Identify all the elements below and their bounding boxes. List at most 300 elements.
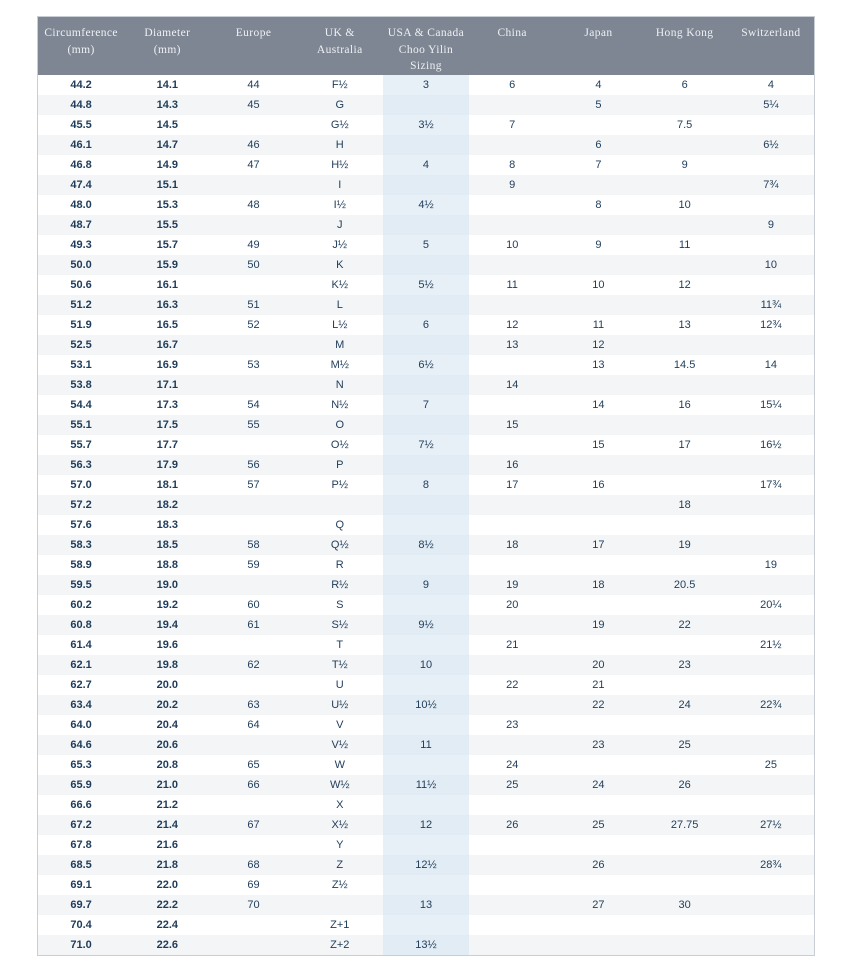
table-cell-switzerland: 10 <box>728 255 814 275</box>
table-cell-china <box>469 935 555 955</box>
table-cell-usa-canada-choo-yilin <box>383 415 469 435</box>
table-cell-china <box>469 495 555 515</box>
table-cell-japan: 5 <box>555 95 641 115</box>
table-cell-switzerland <box>728 775 814 795</box>
table-cell-usa-canada-choo-yilin: 12½ <box>383 855 469 875</box>
table-cell-japan: 14 <box>592 399 605 412</box>
table-cell-switzerland <box>728 275 814 295</box>
table-cell-switzerland: 15¼ <box>760 399 782 412</box>
table-cell-japan <box>555 295 641 315</box>
table-cell-hong-kong: 9 <box>681 159 688 172</box>
table-cell-diameter-mm: 21.0 <box>124 775 210 795</box>
table-cell-china: 16 <box>469 455 555 475</box>
table-cell-hong-kong: 17 <box>678 439 691 452</box>
table-cell-circumference-mm: 48.0 <box>70 199 92 212</box>
table-cell-china: 19 <box>469 575 555 595</box>
column-header-line1: China <box>497 27 527 39</box>
table-cell-uk-australia: M½ <box>330 359 349 372</box>
table-cell-usa-canada-choo-yilin <box>383 335 469 355</box>
table-cell-europe: 60 <box>247 599 260 612</box>
table-cell-japan: 20 <box>555 655 641 675</box>
table-cell-usa-canada-choo-yilin: 7 <box>383 395 469 415</box>
table-cell-uk-australia: O <box>297 415 383 435</box>
table-cell-usa-canada-choo-yilin <box>383 595 469 615</box>
table-cell-china: 9 <box>469 175 555 195</box>
table-cell-europe <box>210 635 296 655</box>
table-row <box>38 735 814 755</box>
table-cell-diameter-mm: 19.2 <box>156 599 179 612</box>
table-cell-diameter-mm: 17.1 <box>124 375 210 395</box>
table-cell-hong-kong: 20.5 <box>642 575 728 595</box>
table-cell-china: 20 <box>506 599 519 612</box>
table-cell-uk-australia: U <box>335 679 344 692</box>
table-cell-hong-kong: 10 <box>678 199 691 212</box>
table-cell-switzerland: 6½ <box>728 135 814 155</box>
table-cell-usa-canada-choo-yilin: 13½ <box>383 935 469 955</box>
table-cell-uk-australia: R <box>335 559 344 572</box>
table-cell-europe: 67 <box>210 815 296 835</box>
table-cell-diameter-mm: 18.8 <box>156 559 179 572</box>
table-cell-china: 6 <box>509 79 516 92</box>
table-cell-japan: 26 <box>555 855 641 875</box>
table-cell-uk-australia: M <box>297 335 383 355</box>
table-cell-diameter-mm: 16.7 <box>124 335 210 355</box>
table-cell-hong-kong: 14.5 <box>673 359 696 372</box>
table-cell-hong-kong: 27.75 <box>642 815 728 835</box>
table-cell-switzerland: 22¾ <box>728 695 814 715</box>
table-row <box>38 555 814 575</box>
table-cell-diameter-mm: 20.0 <box>156 679 179 692</box>
table-row <box>38 115 814 135</box>
table-cell-circumference-mm: 68.5 <box>38 855 124 875</box>
table-cell-circumference-mm: 59.5 <box>38 575 124 595</box>
table-cell-uk-australia: Z <box>297 855 383 875</box>
table-cell-switzerland <box>728 375 814 395</box>
column-header-line1: Hong Kong <box>655 27 714 39</box>
table-cell-diameter-mm: 15.1 <box>124 175 210 195</box>
table-cell-uk-australia: J½ <box>332 239 348 252</box>
table-row <box>38 415 814 435</box>
column-header-usa-canada-choo-yilin <box>383 17 469 75</box>
table-cell-europe <box>210 795 296 815</box>
table-cell-hong-kong <box>642 515 728 535</box>
table-cell-usa-canada-choo-yilin: 10½ <box>383 695 469 715</box>
table-cell-switzerland: 16½ <box>760 439 782 452</box>
table-cell-europe <box>210 935 296 955</box>
table-cell-switzerland: 19 <box>764 559 777 572</box>
table-cell-china <box>469 875 555 895</box>
table-cell-usa-canada-choo-yilin <box>383 515 469 535</box>
table-cell-europe: 55 <box>210 415 296 435</box>
table-cell-diameter-mm: 20.4 <box>156 719 179 732</box>
table-cell-europe <box>210 215 296 235</box>
table-cell-diameter-mm: 20.2 <box>124 695 210 715</box>
table-cell-europe: 64 <box>247 719 260 732</box>
table-cell-japan <box>555 495 641 515</box>
table-cell-usa-canada-choo-yilin <box>383 675 469 695</box>
column-header-line2: Australia <box>316 43 363 56</box>
table-cell-japan: 17 <box>555 535 641 555</box>
table-row <box>38 215 814 235</box>
table-cell-usa-canada-choo-yilin <box>383 455 469 475</box>
table-cell-diameter-mm: 20.8 <box>156 759 179 772</box>
table-row <box>38 395 814 415</box>
table-cell-usa-canada-choo-yilin <box>383 255 469 275</box>
table-cell-hong-kong <box>642 635 728 655</box>
table-cell-switzerland <box>728 895 814 915</box>
table-cell-switzerland: 21½ <box>760 639 782 652</box>
table-cell-uk-australia: K½ <box>331 279 349 292</box>
table-cell-diameter-mm: 17.7 <box>156 439 179 452</box>
table-cell-switzerland <box>728 615 814 635</box>
table-cell-diameter-mm: 22.2 <box>124 895 210 915</box>
table-cell-circumference-mm: 53.8 <box>38 375 124 395</box>
table-cell-europe: 44 <box>247 79 260 92</box>
table-row <box>38 635 814 655</box>
table-cell-china: 10 <box>506 239 519 252</box>
table-cell-europe: 61 <box>210 615 296 635</box>
table-row <box>38 915 814 935</box>
table-cell-circumference-mm: 60.8 <box>38 615 124 635</box>
table-cell-switzerland: 20¼ <box>760 599 782 612</box>
table-cell-circumference-mm: 57.2 <box>38 495 124 515</box>
table-row <box>38 435 814 455</box>
table-cell-switzerland: 12¾ <box>760 319 782 332</box>
table-cell-china <box>469 295 555 315</box>
table-cell-circumference-mm: 69.1 <box>70 879 92 892</box>
column-header-line1: Diameter <box>144 27 191 39</box>
table-cell-circumference-mm: 63.4 <box>38 695 124 715</box>
table-cell-china <box>469 915 555 935</box>
table-cell-japan: 12 <box>555 335 641 355</box>
table-cell-circumference-mm: 50.6 <box>70 279 92 292</box>
table-body <box>38 75 814 955</box>
table-cell-circumference-mm: 51.2 <box>38 295 124 315</box>
table-cell-japan <box>555 935 641 955</box>
table-cell-japan: 18 <box>555 575 641 595</box>
table-cell-usa-canada-choo-yilin: 3 <box>383 75 469 95</box>
table-cell-europe: 70 <box>210 895 296 915</box>
table-cell-circumference-mm: 55.1 <box>38 415 124 435</box>
table-cell-diameter-mm: 14.7 <box>124 135 210 155</box>
table-cell-usa-canada-choo-yilin: 13 <box>383 895 469 915</box>
table-cell-switzerland <box>728 835 814 855</box>
table-cell-switzerland <box>728 675 814 695</box>
column-header-line2: Choo Yilin Sizing <box>398 43 454 73</box>
table-cell-hong-kong <box>642 855 728 875</box>
table-cell-diameter-mm: 14.5 <box>156 119 179 132</box>
table-cell-uk-australia: Q <box>335 519 345 532</box>
table-row <box>38 855 814 875</box>
table-cell-europe <box>210 275 296 295</box>
table-header-row <box>38 17 814 75</box>
table-cell-usa-canada-choo-yilin: 6½ <box>383 355 469 375</box>
table-cell-circumference-mm: 51.9 <box>70 319 92 332</box>
table-cell-circumference-mm: 69.7 <box>38 895 124 915</box>
ring-size-conversion-table-container <box>37 16 815 956</box>
table-cell-usa-canada-choo-yilin <box>383 835 469 855</box>
table-cell-usa-canada-choo-yilin <box>383 715 469 735</box>
table-cell-usa-canada-choo-yilin: 12 <box>383 815 469 835</box>
table-cell-usa-canada-choo-yilin <box>383 95 469 115</box>
column-header-line1: Switzerland <box>741 27 801 39</box>
table-cell-hong-kong: 6 <box>681 79 688 92</box>
table-row <box>38 935 814 955</box>
table-cell-circumference-mm: 62.7 <box>70 679 92 692</box>
table-cell-diameter-mm: 21.8 <box>124 855 210 875</box>
table-cell-usa-canada-choo-yilin: 10 <box>383 655 469 675</box>
table-cell-uk-australia: H <box>297 135 383 155</box>
table-cell-uk-australia: U½ <box>297 695 383 715</box>
table-cell-china <box>469 895 555 915</box>
table-cell-hong-kong <box>642 455 728 475</box>
table-cell-uk-australia: N <box>297 375 383 395</box>
table-cell-diameter-mm: 21.2 <box>156 799 179 812</box>
table-cell-hong-kong <box>642 135 728 155</box>
table-cell-uk-australia: J <box>297 215 383 235</box>
table-cell-europe: 48 <box>247 199 260 212</box>
table-cell-europe <box>210 675 296 695</box>
table-cell-usa-canada-choo-yilin <box>383 555 469 575</box>
table-cell-uk-australia: S <box>336 599 344 612</box>
table-cell-switzerland <box>728 715 814 735</box>
table-cell-diameter-mm: 17.5 <box>124 415 210 435</box>
table-cell-europe <box>210 335 296 355</box>
table-row <box>38 275 814 295</box>
table-cell-china: 26 <box>469 815 555 835</box>
table-cell-japan: 19 <box>555 615 641 635</box>
table-cell-circumference-mm: 71.0 <box>38 935 124 955</box>
table-cell-diameter-mm: 16.9 <box>156 359 179 372</box>
table-cell-china <box>469 615 555 635</box>
table-row <box>38 755 814 775</box>
table-cell-circumference-mm: 57.0 <box>70 479 92 492</box>
table-cell-uk-australia: F½ <box>331 79 348 92</box>
table-cell-usa-canada-choo-yilin <box>383 175 469 195</box>
table-cell-uk-australia: G <box>297 95 383 115</box>
table-row <box>38 675 814 695</box>
table-cell-uk-australia: S½ <box>297 615 383 635</box>
table-cell-japan <box>555 115 641 135</box>
table-cell-japan <box>555 555 641 575</box>
table-row <box>38 795 814 815</box>
table-cell-china <box>469 855 555 875</box>
table-cell-china <box>469 555 555 575</box>
table-cell-china <box>469 355 555 375</box>
table-cell-diameter-mm: 22.4 <box>156 919 179 932</box>
table-row <box>38 255 814 275</box>
table-cell-china: 23 <box>506 719 519 732</box>
table-cell-switzerland: 7¾ <box>728 175 814 195</box>
column-header-europe <box>210 17 296 75</box>
table-cell-hong-kong <box>642 335 728 355</box>
table-cell-china: 13 <box>469 335 555 355</box>
table-cell-switzerland <box>728 115 814 135</box>
table-cell-switzerland <box>728 415 814 435</box>
table-cell-japan: 9 <box>595 239 602 252</box>
table-cell-japan: 23 <box>555 735 641 755</box>
table-cell-japan: 21 <box>592 679 605 692</box>
table-cell-japan <box>555 415 641 435</box>
table-cell-diameter-mm: 16.5 <box>156 319 179 332</box>
table-cell-hong-kong: 12 <box>678 279 691 292</box>
table-cell-china: 11 <box>506 279 518 292</box>
table-cell-china: 15 <box>469 415 555 435</box>
table-cell-uk-australia: I½ <box>333 199 346 212</box>
table-cell-circumference-mm: 64.0 <box>70 719 92 732</box>
table-row <box>38 195 814 215</box>
table-cell-uk-australia: P½ <box>331 479 349 492</box>
table-header <box>38 17 814 75</box>
table-row <box>38 455 814 475</box>
table-row <box>38 655 814 675</box>
table-cell-uk-australia: Y <box>336 839 344 852</box>
table-cell-uk-australia: G½ <box>330 119 349 132</box>
table-cell-hong-kong <box>642 795 728 815</box>
table-cell-circumference-mm: 46.8 <box>70 159 92 172</box>
table-cell-switzerland <box>728 535 814 555</box>
table-cell-hong-kong <box>642 415 728 435</box>
table-cell-china: 14 <box>469 375 555 395</box>
table-cell-hong-kong: 13 <box>678 319 691 332</box>
table-cell-usa-canada-choo-yilin: 4 <box>383 155 469 175</box>
table-cell-usa-canada-choo-yilin: 4½ <box>383 195 469 215</box>
table-cell-circumference-mm: 45.5 <box>70 119 92 132</box>
table-cell-europe: 62 <box>210 655 296 675</box>
table-cell-circumference-mm: 58.9 <box>70 559 92 572</box>
table-cell-europe <box>210 515 296 535</box>
table-cell-usa-canada-choo-yilin: 8½ <box>383 535 469 555</box>
table-cell-circumference-mm: 47.4 <box>38 175 124 195</box>
table-cell-uk-australia: W <box>334 759 345 772</box>
table-cell-circumference-mm: 60.2 <box>70 599 92 612</box>
column-header-line1: Circumference <box>44 27 118 39</box>
table-cell-japan <box>555 795 641 815</box>
column-header-line2: (mm) <box>153 43 181 56</box>
table-cell-japan <box>555 175 641 195</box>
table-cell-switzerland: 25 <box>764 759 777 772</box>
table-row <box>38 155 814 175</box>
table-cell-circumference-mm: 65.3 <box>70 759 92 772</box>
table-cell-japan: 7 <box>595 159 602 172</box>
table-cell-uk-australia: Z+2 <box>297 935 383 955</box>
column-header-line2: (mm) <box>67 43 95 56</box>
table-row <box>38 835 814 855</box>
table-cell-switzerland: 4 <box>767 79 774 92</box>
table-cell-switzerland <box>728 195 814 215</box>
table-cell-japan: 11 <box>592 319 605 332</box>
table-cell-switzerland <box>728 935 814 955</box>
column-header-line1: USA & Canada <box>387 27 465 39</box>
table-cell-china <box>469 195 555 215</box>
table-row <box>38 375 814 395</box>
table-cell-hong-kong <box>642 715 728 735</box>
table-cell-hong-kong: 26 <box>642 775 728 795</box>
table-cell-hong-kong <box>642 295 728 315</box>
table-cell-china <box>469 695 555 715</box>
table-cell-hong-kong: 22 <box>642 615 728 635</box>
table-cell-china <box>469 835 555 855</box>
table-cell-china: 22 <box>506 679 519 692</box>
table-row <box>38 235 814 255</box>
table-cell-diameter-mm: 17.3 <box>156 399 179 412</box>
table-cell-switzerland <box>728 875 814 895</box>
table-cell-switzerland <box>728 495 814 515</box>
table-cell-hong-kong: 25 <box>642 735 728 755</box>
table-cell-uk-australia: T <box>336 639 344 652</box>
table-cell-circumference-mm: 67.2 <box>38 815 124 835</box>
table-cell-usa-canada-choo-yilin <box>383 795 469 815</box>
table-cell-europe: 66 <box>210 775 296 795</box>
table-row <box>38 495 814 515</box>
table-cell-china <box>469 215 555 235</box>
table-cell-japan <box>555 875 641 895</box>
table-cell-diameter-mm: 18.2 <box>124 495 210 515</box>
table-cell-usa-canada-choo-yilin <box>383 375 469 395</box>
table-cell-circumference-mm: 54.4 <box>70 399 92 412</box>
table-cell-europe: 63 <box>210 695 296 715</box>
table-cell-japan: 15 <box>592 439 605 452</box>
table-cell-japan <box>555 915 641 935</box>
table-cell-europe: 58 <box>210 535 296 555</box>
table-cell-diameter-mm: 21.4 <box>124 815 210 835</box>
table-cell-europe: 47 <box>247 159 260 172</box>
table-cell-circumference-mm: 46.1 <box>38 135 124 155</box>
table-cell-usa-canada-choo-yilin: 9½ <box>383 615 469 635</box>
table-cell-circumference-mm: 55.7 <box>70 439 92 452</box>
table-cell-diameter-mm: 18.3 <box>156 519 179 532</box>
table-cell-china: 25 <box>469 775 555 795</box>
column-header-line1: Europe <box>235 27 272 39</box>
table-row <box>38 895 814 915</box>
table-cell-hong-kong: 24 <box>642 695 728 715</box>
table-cell-circumference-mm: 62.1 <box>38 655 124 675</box>
table-cell-uk-australia: I <box>297 175 383 195</box>
table-cell-usa-canada-choo-yilin: 6 <box>383 315 469 335</box>
table-cell-circumference-mm: 53.1 <box>70 359 92 372</box>
table-cell-hong-kong: 19 <box>642 535 728 555</box>
table-cell-japan <box>555 255 641 275</box>
table-cell-uk-australia: L <box>297 295 383 315</box>
table-cell-hong-kong: 30 <box>642 895 728 915</box>
table-cell-diameter-mm: 19.8 <box>124 655 210 675</box>
table-cell-switzerland <box>728 655 814 675</box>
table-cell-japan <box>555 715 641 735</box>
table-cell-circumference-mm: 64.6 <box>38 735 124 755</box>
column-header-hong-kong <box>642 17 728 75</box>
table-cell-diameter-mm: 16.1 <box>156 279 179 292</box>
table-cell-circumference-mm: 44.8 <box>38 95 124 115</box>
table-cell-circumference-mm: 70.4 <box>70 919 92 932</box>
table-row <box>38 335 814 355</box>
table-cell-europe <box>210 115 296 135</box>
table-cell-usa-canada-choo-yilin: 11½ <box>383 775 469 795</box>
table-cell-switzerland <box>728 455 814 475</box>
table-cell-usa-canada-choo-yilin <box>383 875 469 895</box>
table-cell-japan: 27 <box>555 895 641 915</box>
table-cell-europe: 50 <box>210 255 296 275</box>
table-cell-diameter-mm: 15.3 <box>156 199 179 212</box>
table-cell-switzerland: 11¾ <box>728 295 814 315</box>
table-cell-circumference-mm: 44.2 <box>70 79 92 92</box>
table-cell-europe: 53 <box>247 359 260 372</box>
table-cell-europe: 49 <box>247 239 260 252</box>
table-cell-hong-kong <box>642 675 728 695</box>
table-cell-uk-australia: L½ <box>332 319 348 332</box>
table-cell-china: 12 <box>506 319 519 332</box>
table-cell-europe <box>210 435 296 455</box>
table-cell-china: 17 <box>506 479 519 492</box>
